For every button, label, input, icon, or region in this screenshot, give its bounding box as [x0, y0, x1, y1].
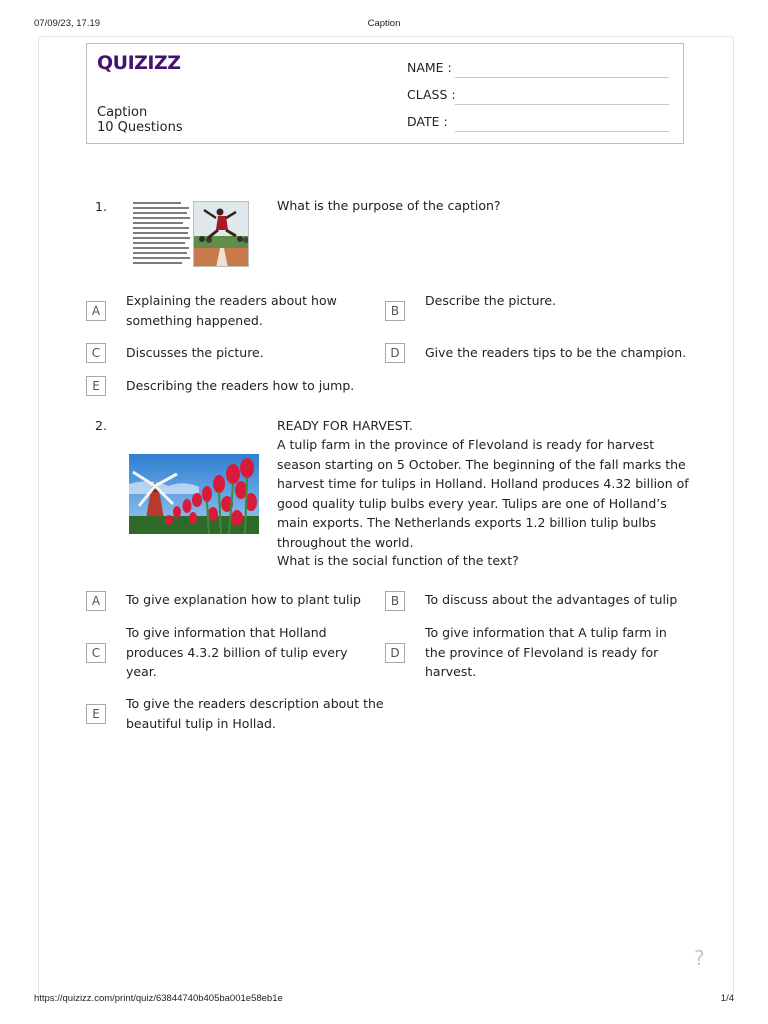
option-c-box[interactable]: C — [86, 343, 106, 363]
q2-option-e-text: To give the readers description about the beautiful tulip in Hollad. — [126, 696, 384, 731]
print-url: https://quizizz.com/print/quiz/63844740b405ba001e58eb1e — [34, 993, 283, 1004]
page-number: 1/4 — [720, 993, 734, 1004]
print-header — [34, 18, 734, 30]
q2-option-e-box[interactable]: E — [86, 704, 106, 724]
option-b-text: Describe the picture. — [425, 293, 557, 308]
option-b-box[interactable]: B — [385, 301, 405, 321]
question-2-number: 2. — [95, 418, 107, 433]
q2-option-d-box[interactable]: D — [385, 643, 405, 663]
question-2-text: What is the social function of the text? — [277, 553, 519, 568]
option-d-box[interactable]: D — [385, 343, 405, 363]
name-label: NAME : — [407, 60, 452, 75]
q2-option-b-text: To discuss about the advantages of tulip — [425, 592, 678, 607]
option-e-box[interactable]: E — [86, 376, 106, 396]
option-a-box[interactable]: A — [86, 301, 106, 321]
clipping-text-column — [133, 202, 191, 267]
q2-option-a-text: To give explanation how to plant tulip — [126, 592, 361, 607]
long-jump-photo — [193, 201, 249, 267]
question-2-heading: READY FOR HARVEST. — [277, 418, 413, 433]
date-label: DATE : — [407, 114, 448, 129]
name-field[interactable] — [407, 60, 677, 76]
q2-option-c-text: To give information that Holland produces 4.3.2 billion of tulip every year. — [126, 625, 348, 679]
option-d-text: Give the readers tips to be the champion. — [425, 345, 687, 360]
question-1-text: What is the purpose of the caption? — [277, 198, 501, 213]
option-c-text: Discusses the picture. — [126, 345, 264, 360]
question-2-image — [129, 454, 259, 534]
option-e-text: Describing the readers how to jump. — [126, 378, 355, 393]
quiz-header-box — [86, 43, 684, 144]
print-datetime: 07/09/23, 17.19 — [34, 18, 101, 29]
question-1-image — [130, 196, 250, 268]
q2-option-b-box[interactable]: B — [385, 591, 405, 611]
q2-option-a-box[interactable]: A — [86, 591, 106, 611]
quizizz-logo: QUIZIZZ — [97, 52, 181, 74]
q2-option-d-text: To give information that A tulip farm in the province of Flevoland is ready for harvest. — [425, 625, 667, 679]
print-footer — [34, 993, 734, 1005]
question-2-passage: A tulip farm in the province of Flevoland is ready for harvest season starting on 5 October. The beginning of the fall marks the harvest time for tulips in Holland. Holland produces 4.32 billion of good quality tulip bulbs every year. Tulips are one of Holland’s main exports. The Netherlands exports 1.2 billion tulip bulbs throughout the world. — [277, 437, 689, 550]
class-line — [455, 104, 669, 105]
question-count: 10 Questions — [97, 120, 183, 135]
q2-option-c-box[interactable]: C — [86, 643, 106, 663]
name-line — [455, 77, 669, 78]
print-title: Caption — [367, 18, 401, 29]
class-field[interactable] — [407, 87, 677, 103]
help-icon[interactable]: ? — [694, 946, 705, 970]
option-a-text: Explaining the readers about how something happened. — [126, 293, 337, 328]
date-field[interactable] — [407, 114, 677, 130]
date-line — [455, 131, 669, 132]
question-1-number: 1. — [95, 199, 107, 214]
quiz-title: Caption — [97, 105, 148, 120]
class-label: CLASS : — [407, 87, 456, 102]
